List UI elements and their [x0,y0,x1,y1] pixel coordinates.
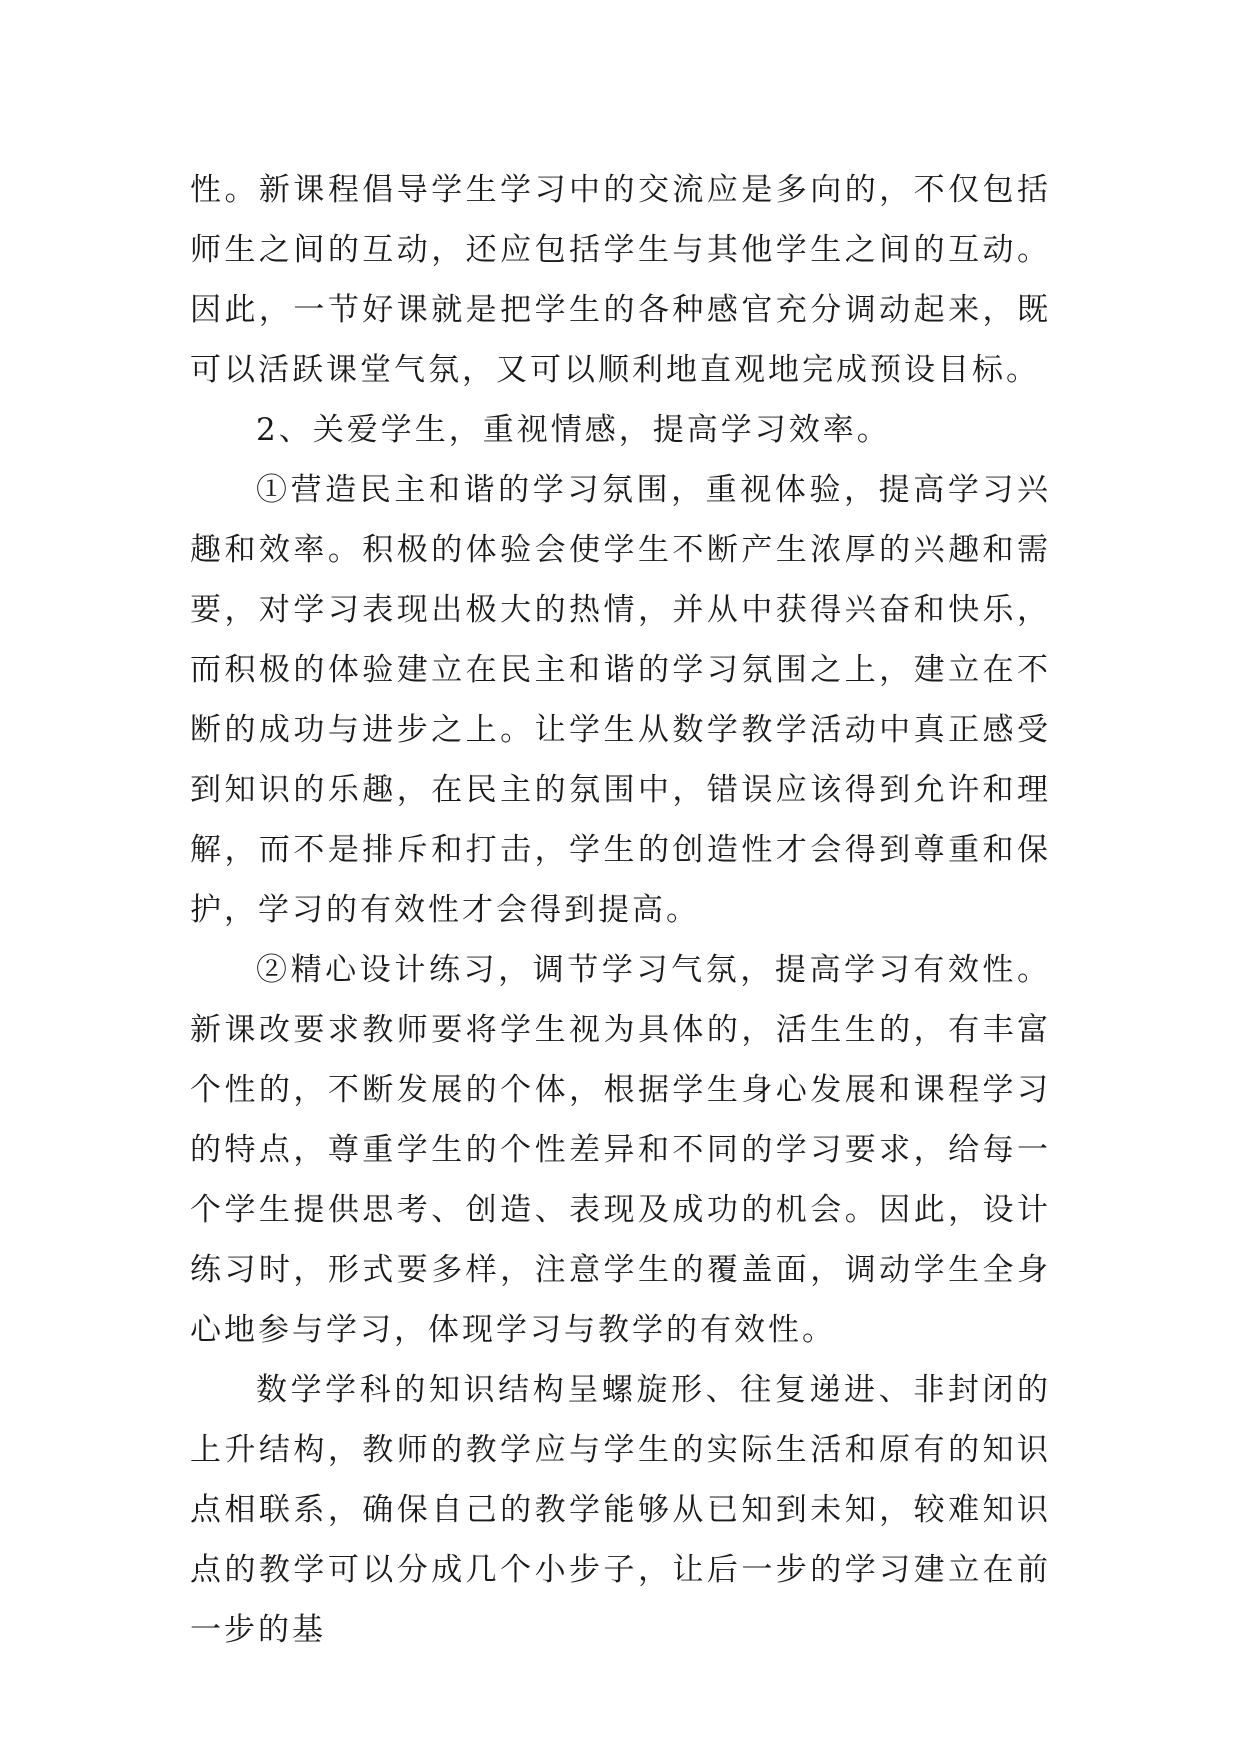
paragraph-point-2: ②精心设计练习，调节学习气氛，提高学习有效性。新课改要求教师要将学生视为具体的，活生生的，有丰富个性的，不断发展的个体，根据学生身心发展和课程学习的特点，尊重学生的个性差异和不同的学习要求，给每一个学生提供思考、创造、表现及成功的机会。因此，设计练习时，形式要多样，注意学生的覆盖面，调动学生全身心地参与学习，体现学习与教学的有效性。 [190,952,1051,1348]
paragraph-point-1: ①营造民主和谐的学习氛围，重视体验，提高学习兴趣和效率。积极的体验会使学生不断产生浓厚的兴趣和需要，对学习表现出极大的热情，并从中获得兴奋和快乐，而积极的体验建立在民主和谐的学习氛围之上，建立在不断的成功与进步之上。让学生从数学教学活动中真正感受到知识的乐趣，在民主的氛围中，错误应该得到允许和理解，而不是排斥和打击，学生的创造性才会得到尊重和保护，学习的有效性才会得到提高。 [190,472,1051,928]
document-body [190,160,1051,1660]
paragraph-knowledge-structure: 数学学科的知识结构呈螺旋形、往复递进、非封闭的上升结构，教师的教学应与学生的实际生活和原有的知识点相联系，确保自己的教学能够从已知到未知，较难知识点的教学可以分成几个小步子，让后一步的学习建立在前一步的基 [190,1372,1051,1648]
paragraph-section-heading: 2、关爱学生，重视情感，提高学习效率。 [256,412,891,448]
paragraph-continuation: 性。新课程倡导学生学习中的交流应是多向的，不仅包括师生之间的互动，还应包括学生与其他学生之间的互动。因此，一节好课就是把学生的各种感官充分调动起来，既可以活跃课堂气氛，又可以顺利地直观地完成预设目标。 [190,172,1051,388]
